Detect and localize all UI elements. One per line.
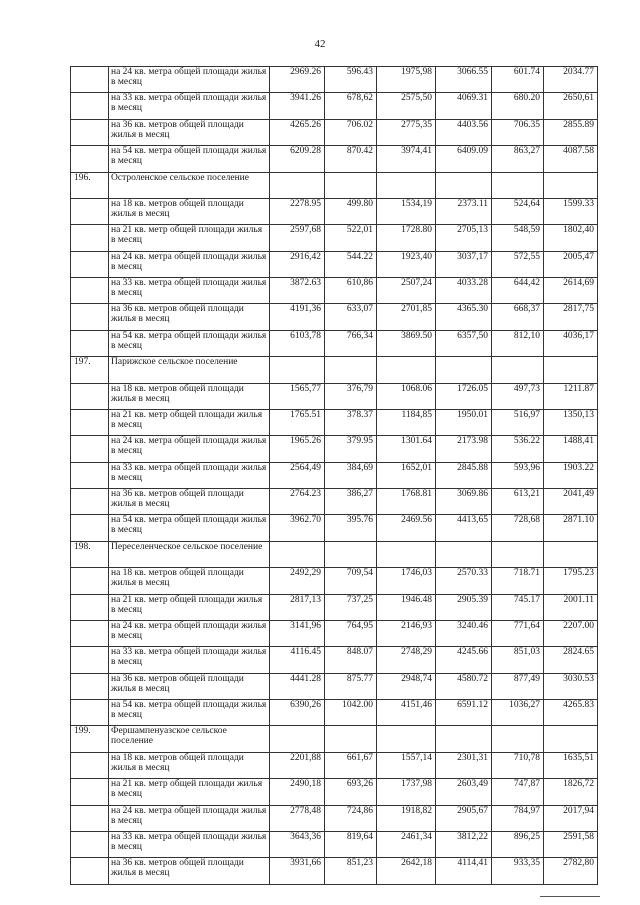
value-cell: 2871.10 [544,515,598,541]
value-cell: 3962.70 [270,515,325,541]
value-cell: 4265.83 [544,700,598,726]
value-cell: 2782,80 [544,858,598,884]
value-cell: 3974,41 [377,146,436,172]
row-label: Парижское сельское поселение [109,357,270,383]
value-cell: 6103,78 [270,330,325,356]
row-number: 197. [71,357,109,383]
row-label: на 36 кв. метров общей площади жилья в месяц [109,119,270,145]
value-cell: 499.80 [325,198,377,224]
value-cell: 2207.00 [544,620,598,646]
table-row [71,779,598,805]
table-row [71,489,598,515]
row-number [71,462,109,488]
value-cell [325,726,377,752]
table-row [71,225,598,251]
value-cell: 1765.51 [270,409,325,435]
value-cell: 2969.26 [270,67,325,93]
value-cell: 1534,19 [377,198,436,224]
row-label: Фершампенуазское сельское поселение [109,726,270,752]
value-cell: 2650,61 [544,93,598,119]
value-cell: 875.77 [325,673,377,699]
value-cell: 3941.26 [270,93,325,119]
row-number [71,620,109,646]
value-cell: 544.22 [325,251,377,277]
value-cell: 1036,27 [492,700,544,726]
row-label: на 54 кв. метра общей площади жилья в месяц [109,146,270,172]
row-label: на 24 кв. метра общей площади жилья в месяц [109,620,270,646]
value-cell: 766,34 [325,330,377,356]
value-cell: 812,10 [492,330,544,356]
value-cell: 2775,35 [377,119,436,145]
table-row [71,673,598,699]
tariff-table [70,66,598,885]
value-cell: 2764.23 [270,489,325,515]
row-label: на 24 кв. метра общей площади жилья в месяц [109,251,270,277]
value-cell: 1946.48 [377,594,436,620]
table-row [71,752,598,778]
table-row [71,357,598,383]
value-cell: 516,97 [492,409,544,435]
value-cell: 1635,51 [544,752,598,778]
value-cell [270,172,325,198]
row-label: на 36 кв. метров общей площади жилья в месяц [109,673,270,699]
value-cell: 2705,13 [436,225,492,251]
row-label: на 36 кв. метров общей площади жилья в месяц [109,304,270,330]
row-label: на 18 кв. метров общей площади жилья в месяц [109,198,270,224]
row-number [71,752,109,778]
row-number [71,594,109,620]
value-cell [377,541,436,567]
value-cell: 536.22 [492,436,544,462]
value-cell [544,357,598,383]
value-cell [325,357,377,383]
row-label: Переселенческое сельское поселение [109,541,270,567]
table-row [71,304,598,330]
value-cell: 4033.28 [436,278,492,304]
value-cell: 764,95 [325,620,377,646]
row-label: на 21 кв. метр общей площади жилья в месяц [109,409,270,435]
table-row [71,278,598,304]
value-cell: 848.07 [325,647,377,673]
value-cell [270,541,325,567]
table-row [71,541,598,567]
row-number [71,67,109,93]
table-row [71,172,598,198]
value-cell: 2201,88 [270,752,325,778]
value-cell: 376,79 [325,383,377,409]
value-cell: 2570.33 [436,568,492,594]
value-cell: 718.71 [492,568,544,594]
value-cell: 3069.86 [436,489,492,515]
table-row [71,568,598,594]
value-cell: 4087.58 [544,146,598,172]
value-cell: 4116.45 [270,647,325,673]
value-cell: 2461,34 [377,831,436,857]
row-label: на 21 кв. метр общей площади жилья в месяц [109,594,270,620]
row-label: на 33 кв. метра общей площади жилья в месяц [109,93,270,119]
value-cell: 572,55 [492,251,544,277]
value-cell [492,172,544,198]
row-number [71,119,109,145]
value-cell: 745.17 [492,594,544,620]
row-number [71,225,109,251]
value-cell [492,726,544,752]
value-cell: 2034.77 [544,67,598,93]
row-number [71,515,109,541]
row-label: на 54 кв. метра общей площади жилья в месяц [109,700,270,726]
value-cell: 728,68 [492,515,544,541]
value-cell: 4265.26 [270,119,325,145]
value-cell: 548,59 [492,225,544,251]
value-cell: 710,78 [492,752,544,778]
value-cell: 3037,17 [436,251,492,277]
value-cell: 680.20 [492,93,544,119]
value-cell [436,172,492,198]
row-label: на 36 кв. метров общей площади жилья в месяц [109,858,270,884]
value-cell: 1726.05 [436,383,492,409]
row-label: Остроленское сельское поселение [109,172,270,198]
row-label: на 18 кв. метров общей площади жилья в месяц [109,568,270,594]
value-cell: 1768.81 [377,489,436,515]
row-number [71,383,109,409]
value-cell: 3066.55 [436,67,492,93]
value-cell: 522,01 [325,225,377,251]
row-number [71,251,109,277]
value-cell: 1802,40 [544,225,598,251]
row-number [71,647,109,673]
value-cell: 384,69 [325,462,377,488]
value-cell: 3643,36 [270,831,325,857]
value-cell: 706.35 [492,119,544,145]
value-cell: 644,42 [492,278,544,304]
value-cell: 2278.95 [270,198,325,224]
value-cell: 1599.33 [544,198,598,224]
value-cell: 1184,85 [377,409,436,435]
table-row [71,198,598,224]
value-cell: 601.74 [492,67,544,93]
value-cell [377,726,436,752]
value-cell: 2855.89 [544,119,598,145]
row-number [71,146,109,172]
table-row [71,409,598,435]
row-label: на 33 кв. метра общей площади жилья в месяц [109,647,270,673]
value-cell: 2603,49 [436,779,492,805]
row-number [71,330,109,356]
value-cell: 1211.87 [544,383,598,409]
value-cell: 2373.11 [436,198,492,224]
value-cell: 771,64 [492,620,544,646]
value-cell: 2591,58 [544,831,598,857]
value-cell: 693,26 [325,779,377,805]
value-cell [377,172,436,198]
row-number [71,304,109,330]
row-label: на 21 кв. метр общей площади жилья в месяц [109,225,270,251]
row-label: на 24 кв. метра общей площади жилья в месяц [109,436,270,462]
row-number [71,673,109,699]
row-label: на 24 кв. метра общей площади жилья в месяц [109,805,270,831]
table-body [71,67,598,885]
value-cell: 2916,42 [270,251,325,277]
value-cell: 3869.50 [377,330,436,356]
value-cell: 2614,69 [544,278,598,304]
row-number: 199. [71,726,109,752]
value-cell: 1950.01 [436,409,492,435]
value-cell [325,172,377,198]
value-cell: 4245.66 [436,647,492,673]
table-row [71,146,598,172]
value-cell: 6409.09 [436,146,492,172]
value-cell: 2507,24 [377,278,436,304]
row-number [71,198,109,224]
value-cell: 4114,41 [436,858,492,884]
table-row [71,831,598,857]
table-row [71,119,598,145]
value-cell: 610,86 [325,278,377,304]
row-number [71,700,109,726]
value-cell [436,357,492,383]
row-number [71,779,109,805]
row-label: на 18 кв. метров общей площади жилья в месяц [109,752,270,778]
row-number: 196. [71,172,109,198]
value-cell: 1795.23 [544,568,598,594]
value-cell: 2301,31 [436,752,492,778]
value-cell: 2748,29 [377,647,436,673]
value-cell [544,541,598,567]
table-row [71,436,598,462]
value-cell: 2642,18 [377,858,436,884]
value-cell: 851,03 [492,647,544,673]
value-cell: 706.02 [325,119,377,145]
value-cell: 3872.63 [270,278,325,304]
value-cell [544,726,598,752]
value-cell: 2146,93 [377,620,436,646]
table-row [71,700,598,726]
value-cell: 524,64 [492,198,544,224]
value-cell: 933,35 [492,858,544,884]
row-label: на 54 кв. метра общей площади жилья в месяц [109,330,270,356]
table-row [71,67,598,93]
value-cell: 593,96 [492,462,544,488]
value-cell: 2817,75 [544,304,598,330]
value-cell: 386,27 [325,489,377,515]
row-number [71,831,109,857]
row-number [71,436,109,462]
value-cell: 877,49 [492,673,544,699]
value-cell: 4365.30 [436,304,492,330]
value-cell: 4441.28 [270,673,325,699]
row-label: на 36 кв. метров общей площади жилья в месяц [109,489,270,515]
value-cell: 2492,29 [270,568,325,594]
row-label: на 18 кв. метров общей площади жилья в месяц [109,383,270,409]
value-cell: 1488,41 [544,436,598,462]
value-cell: 2597,68 [270,225,325,251]
value-cell: 870.42 [325,146,377,172]
value-cell: 4036,17 [544,330,598,356]
value-cell: 678,62 [325,93,377,119]
value-cell: 1652,01 [377,462,436,488]
page-number: 42 [314,38,326,50]
table-row [71,93,598,119]
value-cell: 2845.88 [436,462,492,488]
table-row [71,647,598,673]
value-cell: 2905,67 [436,805,492,831]
row-number [71,805,109,831]
value-cell: 2905.39 [436,594,492,620]
value-cell: 1565,77 [270,383,325,409]
row-number [71,568,109,594]
value-cell [492,357,544,383]
value-cell: 2575,50 [377,93,436,119]
row-label: на 24 кв. метра общей площади жилья в месяц [109,67,270,93]
value-cell: 1350,13 [544,409,598,435]
value-cell: 4151,46 [377,700,436,726]
table-row [71,805,598,831]
value-cell: 4580.72 [436,673,492,699]
table-row [71,251,598,277]
value-cell: 2564,49 [270,462,325,488]
value-cell: 1068.06 [377,383,436,409]
row-number [71,858,109,884]
value-cell: 497,73 [492,383,544,409]
value-cell: 613,21 [492,489,544,515]
value-cell: 661,67 [325,752,377,778]
value-cell: 2490,18 [270,779,325,805]
value-cell: 4069.31 [436,93,492,119]
value-cell: 3141,96 [270,620,325,646]
value-cell: 737,25 [325,594,377,620]
value-cell: 1042.00 [325,700,377,726]
value-cell: 747,87 [492,779,544,805]
value-cell: 378.37 [325,409,377,435]
value-cell: 1737,98 [377,779,436,805]
value-cell: 1965.26 [270,436,325,462]
value-cell: 4413,65 [436,515,492,541]
value-cell: 668,37 [492,304,544,330]
value-cell [436,541,492,567]
row-label: на 21 кв. метр общей площади жилья в месяц [109,779,270,805]
row-label: на 33 кв. метра общей площади жилья в месяц [109,831,270,857]
value-cell: 1903.22 [544,462,598,488]
value-cell: 6390,26 [270,700,325,726]
value-cell: 2469.56 [377,515,436,541]
value-cell: 1975,98 [377,67,436,93]
value-cell: 1923,40 [377,251,436,277]
table-row [71,726,598,752]
table-row [71,462,598,488]
table-row [71,383,598,409]
value-cell: 633,07 [325,304,377,330]
value-cell: 3240.46 [436,620,492,646]
value-cell: 2824.65 [544,647,598,673]
row-label: на 33 кв. метра общей площади жилья в месяц [109,278,270,304]
row-number [71,409,109,435]
value-cell [270,726,325,752]
value-cell: 819,64 [325,831,377,857]
value-cell: 724,86 [325,805,377,831]
value-cell: 1826,72 [544,779,598,805]
value-cell: 379.95 [325,436,377,462]
row-number [71,93,109,119]
value-cell: 2778,48 [270,805,325,831]
value-cell: 896,25 [492,831,544,857]
table-row [71,515,598,541]
value-cell: 3931,66 [270,858,325,884]
value-cell: 4191,36 [270,304,325,330]
value-cell: 709,54 [325,568,377,594]
table-row [71,620,598,646]
value-cell [325,541,377,567]
row-number [71,489,109,515]
table-row [71,594,598,620]
value-cell: 3812,22 [436,831,492,857]
value-cell: 6357,50 [436,330,492,356]
value-cell [492,541,544,567]
value-cell: 851,23 [325,858,377,884]
value-cell: 6209.28 [270,146,325,172]
value-cell: 1918,82 [377,805,436,831]
value-cell: 2173.98 [436,436,492,462]
value-cell: 2041,49 [544,489,598,515]
value-cell: 863,27 [492,146,544,172]
value-cell: 1728.80 [377,225,436,251]
value-cell: 784,97 [492,805,544,831]
value-cell [544,172,598,198]
row-number: 198. [71,541,109,567]
value-cell: 2817,13 [270,594,325,620]
value-cell: 6591.12 [436,700,492,726]
table-row [71,858,598,884]
value-cell: 2001.11 [544,594,598,620]
value-cell [436,726,492,752]
value-cell: 1301.64 [377,436,436,462]
value-cell: 596.43 [325,67,377,93]
value-cell: 2948,74 [377,673,436,699]
footer-divider [540,896,600,897]
row-label: на 33 кв. метра общей площади жилья в месяц [109,462,270,488]
value-cell: 395.76 [325,515,377,541]
value-cell: 2017,94 [544,805,598,831]
value-cell: 4403.56 [436,119,492,145]
table-row [71,330,598,356]
row-label: на 54 кв. метра общей площади жилья в месяц [109,515,270,541]
value-cell: 3030.53 [544,673,598,699]
value-cell: 1557,14 [377,752,436,778]
value-cell: 1746,03 [377,568,436,594]
value-cell [377,357,436,383]
value-cell: 2701,85 [377,304,436,330]
value-cell [270,357,325,383]
value-cell: 2005,47 [544,251,598,277]
row-number [71,278,109,304]
